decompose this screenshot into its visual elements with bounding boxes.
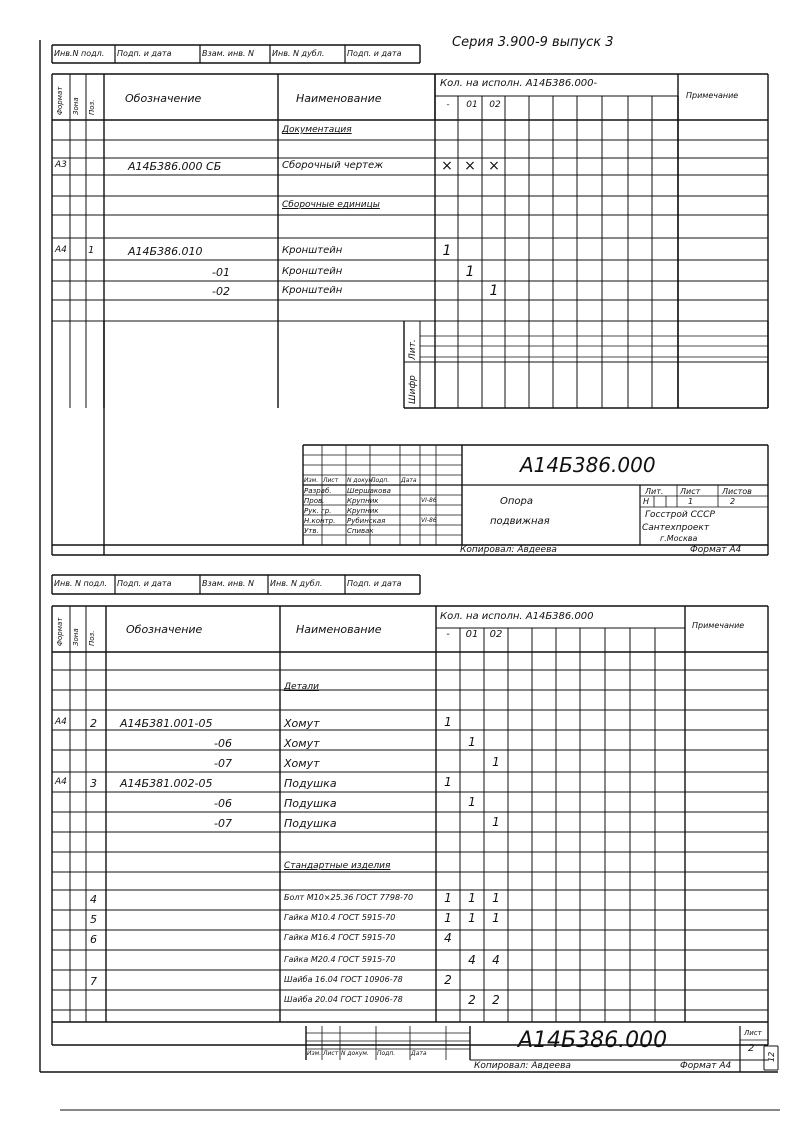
row2-name: Шайба 16.04 ГОСТ 10906-78 (284, 975, 403, 984)
header-col-2: 02 (489, 100, 501, 110)
header-note: Примечание (686, 91, 739, 100)
row2-qty: 1 (468, 735, 476, 749)
row-qty: × (441, 158, 453, 174)
stamp-role: Пров. (304, 497, 325, 505)
header-name: Наименование (296, 92, 382, 105)
row2-name: Подушка (284, 797, 337, 810)
copied2-label: Копировал: Авдеева (474, 1061, 571, 1071)
header2-col-2: 02 (489, 629, 503, 640)
series-label: Серия 3.900-9 выпуск 3 (452, 35, 614, 50)
row-name: Кронштейн (282, 285, 343, 296)
row2-name: Подушка (284, 817, 337, 830)
title-org-2: Сантехпроект (642, 523, 710, 533)
stamp-role: Разраб. (304, 487, 332, 495)
header-col-1: 01 (466, 100, 478, 110)
row-format: А4 (55, 245, 67, 255)
row-qty: 1 (465, 264, 475, 280)
row2-name: Хомут (284, 737, 320, 750)
title-sheets-label: Листов (722, 487, 752, 496)
row2-qty: 2 (492, 993, 500, 1007)
title-lit-value: Н (643, 497, 650, 506)
stamp-person: Крупник (347, 497, 379, 505)
stamp-col-2: N докум. (347, 477, 375, 484)
topbar2-cell-0: Инв. N подл. (54, 579, 107, 588)
copied-label: Копировал: Авдеева (460, 545, 557, 555)
row2-name: Стандартные изделия (284, 861, 391, 871)
row2-designation: А14Б381.001-05 (120, 717, 213, 730)
stamp-person: Спивак (347, 527, 374, 535)
topbar2-cell-2: Взам. инв. N (202, 579, 254, 588)
row2-designation: -07 (214, 817, 232, 830)
row2-qty: 1 (444, 891, 452, 905)
title-sheet-value: 1 (688, 497, 694, 506)
format2-label: Формат А4 (680, 1061, 732, 1071)
header2-zone: Зона (72, 628, 80, 646)
row2-qty: 1 (444, 911, 452, 925)
stamp2-col-1: Лист (323, 1050, 339, 1057)
row2-qty: 4 (444, 931, 452, 945)
row2-name: Гайка М16.4 ГОСТ 5915-70 (284, 933, 396, 942)
row-qty: × (488, 158, 500, 174)
row2-qty: 2 (468, 993, 476, 1007)
title-name-1: Опора (500, 496, 534, 507)
lit-label: Лит. (408, 339, 418, 360)
row2-pos: 6 (90, 933, 97, 946)
format-label: Формат А4 (690, 545, 742, 555)
row-pos: 1 (88, 245, 95, 256)
header-format: Формат (56, 86, 64, 115)
header2-designation: Обозначение (126, 623, 203, 636)
header-pos: Поз. (88, 99, 96, 115)
topbar2-cell-4: Подп. и дата (347, 579, 402, 588)
topbar2-cell-3: Инв. N дубл. (270, 579, 323, 588)
row2-name: Детали (284, 682, 319, 692)
title-org-3: г.Москва (660, 534, 698, 543)
row2-qty: 1 (492, 891, 500, 905)
row-format: А3 (55, 160, 67, 170)
row2-qty: 1 (444, 775, 452, 789)
row2-qty: 1 (492, 755, 500, 769)
sheet2-code: А14Б386.000 (518, 1028, 668, 1053)
row2-qty: 4 (492, 953, 500, 967)
topbar-cell-1: Подп. и дата (117, 49, 172, 58)
row2-qty: 1 (444, 715, 452, 729)
row2-pos: 2 (90, 717, 97, 730)
title-sheet-label: Лист (680, 487, 701, 496)
row2-pos: 7 (90, 975, 97, 988)
row2-format: А4 (55, 777, 67, 787)
title-name-2: подвижная (490, 516, 550, 527)
row2-designation: -07 (214, 757, 232, 770)
stamp2-col-2: N докум. (341, 1050, 369, 1057)
row2-designation: -06 (214, 797, 232, 810)
row2-qty: 1 (492, 815, 500, 829)
row2-name: Подушка (284, 777, 337, 790)
header2-format: Формат (56, 617, 64, 646)
header-designation: Обозначение (125, 92, 202, 105)
row-name: Документация (282, 125, 352, 135)
stamp2-col-3: Подп. (377, 1050, 396, 1057)
stamp-date: VI-86 (421, 497, 437, 504)
stamp-person: Рубинская (347, 517, 386, 525)
stamp-person: Шершакова (347, 487, 391, 495)
topbar2-cell-1: Подп. и дата (117, 579, 172, 588)
title-org-1: Госстрой СССР (645, 510, 715, 520)
stamp-date: VI-86 (421, 517, 437, 524)
row2-pos: 3 (90, 777, 97, 790)
row2-designation: -06 (214, 737, 232, 750)
row2-qty: 1 (468, 891, 476, 905)
sheet2-sheet-label: Лист (744, 1029, 762, 1037)
topbar-cell-2: Взам. инв. N (202, 49, 254, 58)
row-designation: А14Б386.000 СБ (128, 160, 222, 173)
row2-qty: 1 (468, 795, 476, 809)
stamp2-col-0: Изм. (307, 1050, 322, 1057)
stamp2-col-4: Дата (411, 1050, 427, 1057)
row-name: Сборочный чертеж (282, 160, 384, 171)
stamp-role: Рук. гр. (304, 507, 332, 515)
title-sheets-value: 2 (730, 497, 736, 506)
stamp-col-0: Изм. (304, 477, 319, 484)
row-designation: -01 (212, 266, 230, 279)
header2-col-1: 01 (465, 629, 479, 640)
sheet2-sheet-value: 2 (748, 1043, 755, 1054)
row-name: Кронштейн (282, 245, 343, 256)
header2-qty: Кол. на исполн. А14Б386.000 (440, 611, 594, 622)
row2-format: А4 (55, 717, 67, 727)
topbar-cell-0: Инв.N подл. (54, 49, 105, 58)
stamp-col-1: Лист (323, 477, 339, 484)
row2-name: Хомут (284, 757, 320, 770)
title-code: А14Б386.000 (520, 453, 656, 477)
header-zone: Зона (72, 97, 80, 115)
header2-pos: Поз. (88, 630, 96, 646)
header2-name: Наименование (296, 623, 382, 636)
row2-pos: 4 (90, 893, 97, 906)
row2-name: Шайба 20.04 ГОСТ 10906-78 (284, 995, 403, 1004)
row2-pos: 5 (90, 913, 97, 926)
stamp-col-4: Дата (401, 477, 417, 484)
topbar-cell-4: Подп. и дата (347, 49, 402, 58)
row-name: Кронштейн (282, 266, 343, 277)
row2-qty: 1 (468, 911, 476, 925)
topbar-cell-3: Инв. N дубл. (272, 49, 325, 58)
row-qty: × (464, 158, 476, 174)
row2-name: Болт М10×25.36 ГОСТ 7798-70 (284, 893, 414, 902)
row2-designation: А14Б381.002-05 (120, 777, 213, 790)
stamp-person: Крупник (347, 507, 379, 515)
row2-name: Гайка М10.4 ГОСТ 5915-70 (284, 913, 396, 922)
row2-name: Гайка М20.4 ГОСТ 5915-70 (284, 955, 396, 964)
stamp-role: Н.контр. (304, 517, 336, 525)
stamp-col-3: Подп. (371, 477, 390, 484)
row-name: Сборочные единицы (282, 200, 380, 210)
header2-col-0: - (446, 629, 450, 640)
row2-name: Хомут (284, 717, 320, 730)
row-qty: 1 (489, 283, 499, 299)
row-designation: -02 (212, 285, 230, 298)
row2-qty: 4 (468, 953, 476, 967)
header-col-0: - (446, 100, 450, 110)
header-qty: Кол. на исполн. А14Б386.000- (440, 78, 598, 89)
row-designation: А14Б386.010 (128, 245, 203, 258)
row2-qty: 2 (444, 973, 452, 987)
header2-note: Примечание (692, 621, 745, 630)
stamp-role: Утв. (304, 527, 319, 535)
row-qty: 1 (442, 243, 452, 259)
row2-qty: 1 (492, 911, 500, 925)
side-number: 12 (767, 1051, 776, 1062)
shifr-label: Шифр (408, 375, 418, 404)
title-lit-label: Лит. (645, 487, 664, 496)
